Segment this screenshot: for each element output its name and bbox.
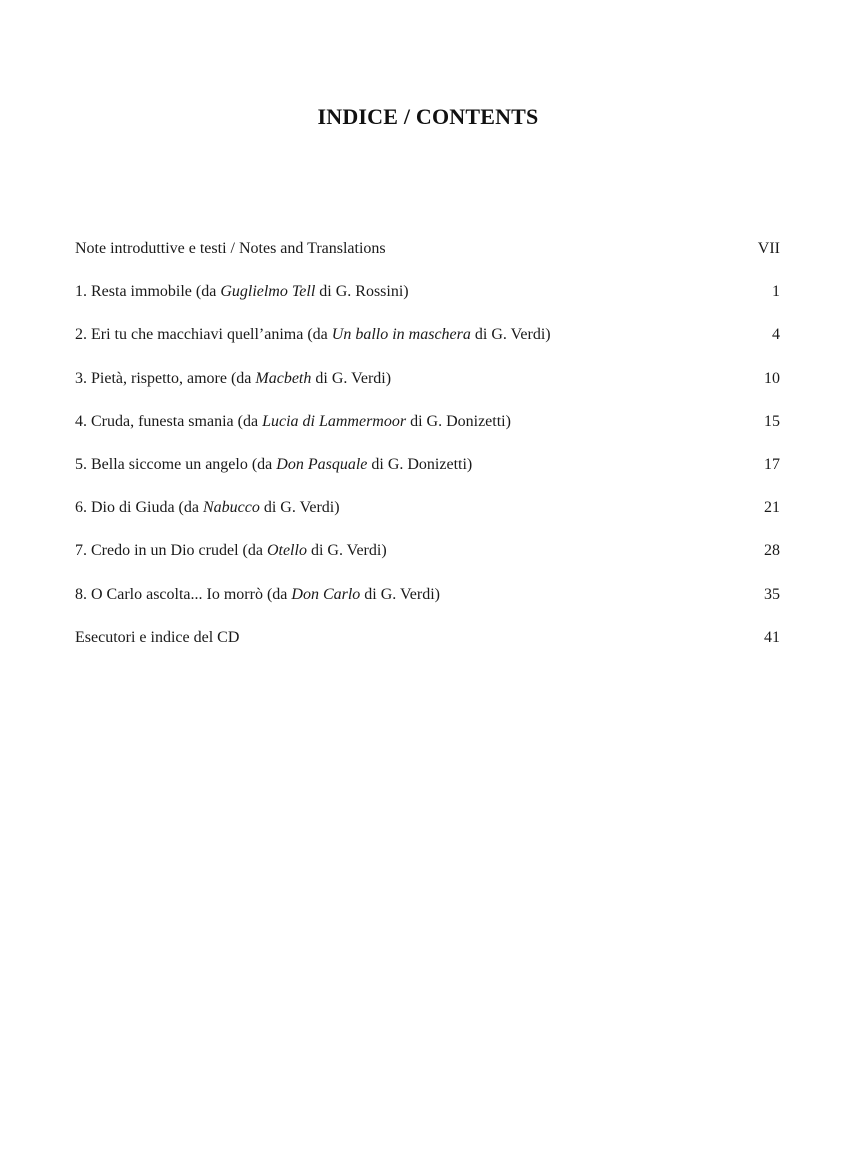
- toc-entry-label: 8. O Carlo ascolta... Io morrò (da Don Carlo di G. Verdi): [75, 585, 440, 603]
- toc-entry-3: [75, 368, 780, 411]
- toc-page-number: 1: [772, 283, 780, 301]
- toc-entry-7: [75, 540, 780, 583]
- opera-title: Un ballo in maschera: [331, 326, 471, 344]
- toc-page-number: 4: [772, 326, 780, 344]
- opera-title: Don Pasquale: [276, 455, 368, 473]
- toc-entry-label: 6. Dio di Giuda (da Nabucco di G. Verdi): [75, 499, 340, 517]
- toc-page-number: 28: [764, 542, 780, 560]
- toc-entry-8: [75, 584, 780, 627]
- toc-page-number: 35: [764, 585, 780, 603]
- toc-entry-notes: [75, 238, 780, 281]
- toc-entry-label: 2. Eri tu che macchiavi quell’anima (da Un ballo in maschera di G. Verdi): [75, 326, 551, 344]
- toc-entry-label: 5. Bella siccome un angelo (da Don Pasquale di G. Donizetti): [75, 455, 473, 473]
- opera-title: Otello: [266, 542, 307, 560]
- toc-entry-5: [75, 454, 780, 497]
- toc-entry-label: 7. Credo in un Dio crudel (da Otello di G. Verdi): [75, 542, 387, 560]
- toc-page-number: VII: [757, 240, 780, 257]
- toc-page-number: 41: [764, 628, 780, 646]
- toc-entry-label: 1. Resta immobile (da Guglielmo Tell di G. Rossini): [75, 283, 409, 301]
- table-of-contents: [75, 238, 780, 670]
- toc-entry-label: 3. Pietà, rispetto, amore (da Macbeth di G. Verdi): [75, 369, 392, 387]
- toc-page-number: 21: [764, 499, 780, 517]
- toc-entry-label: Esecutori e indice del CD: [75, 628, 240, 646]
- page-title: INDICE / CONTENTS: [317, 104, 539, 129]
- toc-entry-2: [75, 324, 780, 367]
- opera-title: Don Carlo: [291, 585, 361, 603]
- toc-entry-4: [75, 411, 780, 454]
- toc-entry-1: [75, 281, 780, 324]
- toc-entry-label: 4. Cruda, funesta smania (da Lucia di Lammermoor di G. Donizetti): [75, 412, 511, 430]
- opera-title: Lucia di Lammermoor: [262, 412, 407, 430]
- toc-page-number: 15: [764, 412, 780, 430]
- opera-title: Macbeth: [255, 369, 312, 387]
- toc-page-number: 10: [764, 369, 780, 387]
- toc-entry-6: [75, 497, 780, 540]
- toc-entry-performers-cd: [75, 627, 780, 670]
- opera-title: Guglielmo Tell: [220, 283, 316, 301]
- toc-entry-label: Note introduttive e testi / Notes and Translations: [75, 240, 386, 257]
- opera-title: Nabucco: [202, 499, 260, 517]
- toc-page-number: 17: [764, 455, 780, 473]
